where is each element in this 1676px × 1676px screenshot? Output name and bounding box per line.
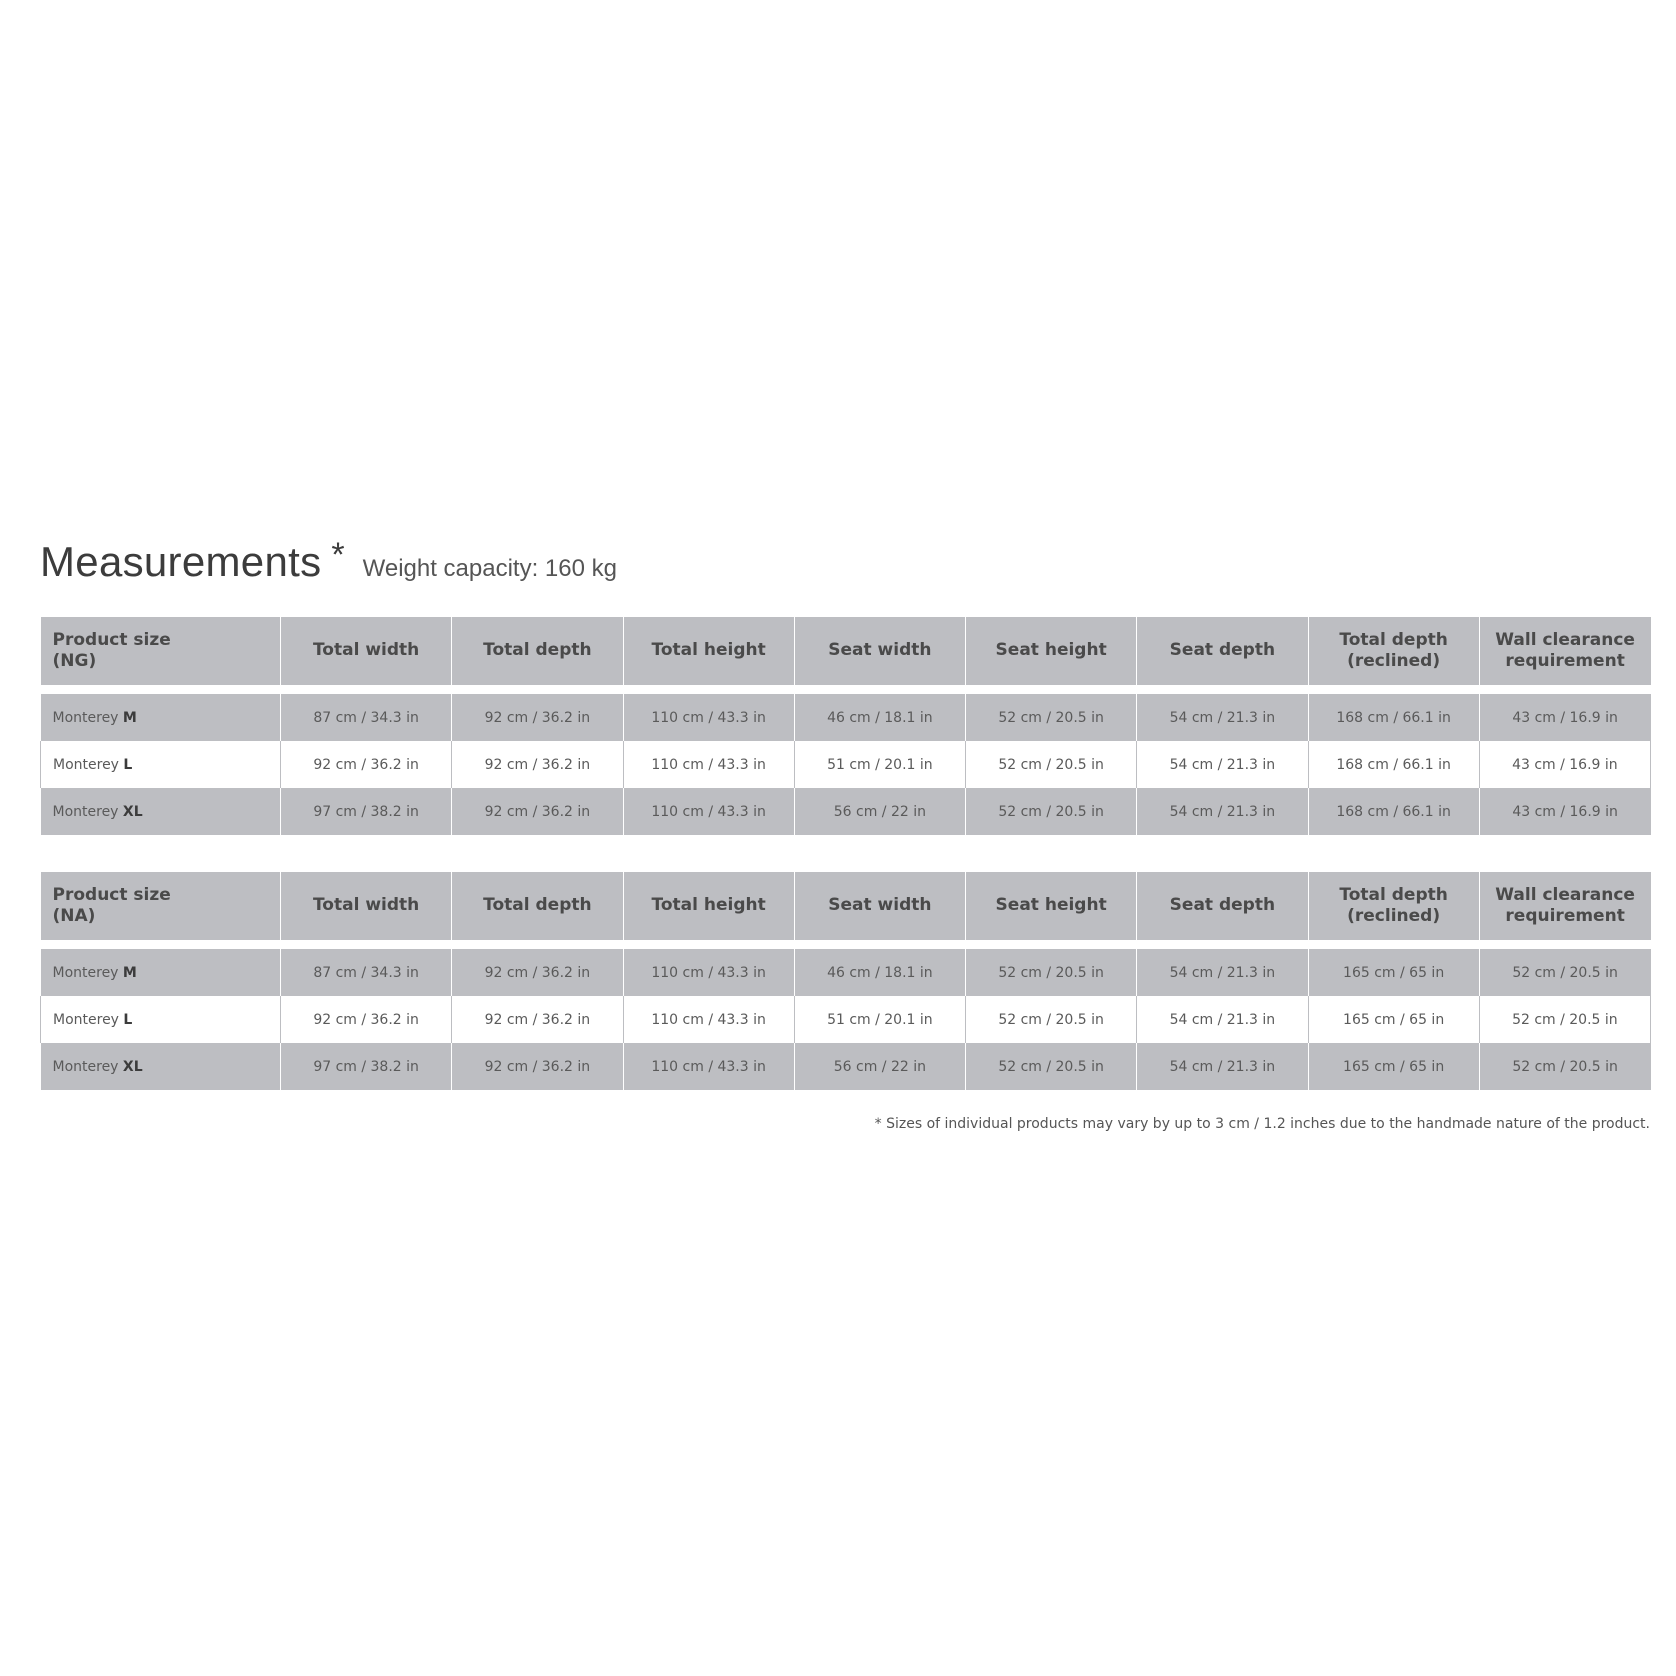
- column-header: Total depth: [452, 617, 623, 685]
- model-size: XL: [122, 1058, 143, 1075]
- column-header: Wall clearance requirement: [1479, 617, 1650, 685]
- table-row: [41, 694, 1651, 741]
- title-row: [40, 538, 617, 586]
- measurement-cell: 168 cm / 66.1 in: [1308, 741, 1479, 788]
- measurement-cell: 165 cm / 65 in: [1308, 949, 1479, 996]
- model-size: L: [123, 756, 133, 773]
- column-header: Wall clearance requirement: [1479, 872, 1650, 940]
- measurement-cell: 43 cm / 16.9 in: [1479, 741, 1650, 788]
- measurement-cell: 92 cm / 36.2 in: [452, 788, 623, 835]
- page-title: Measurements: [40, 538, 322, 585]
- column-header: Total depth: [452, 872, 623, 940]
- measurement-cell: 92 cm / 36.2 in: [452, 741, 623, 788]
- title-asterisk: *: [331, 536, 345, 574]
- measurement-cell: 97 cm / 38.2 in: [281, 788, 452, 835]
- model-size: M: [122, 709, 137, 726]
- measurement-cell: 52 cm / 20.5 in: [966, 741, 1137, 788]
- measurement-cell: 52 cm / 20.5 in: [1479, 949, 1650, 996]
- measurement-cell: 52 cm / 20.5 in: [966, 694, 1137, 741]
- column-header: Total depth (reclined): [1308, 872, 1479, 940]
- measurement-cell: 54 cm / 21.3 in: [1137, 996, 1308, 1043]
- measurements-table-na: [40, 872, 1651, 1090]
- table-row: [41, 741, 1651, 788]
- measurement-cell: 43 cm / 16.9 in: [1479, 694, 1650, 741]
- measurement-cell: 97 cm / 38.2 in: [281, 1043, 452, 1090]
- measurement-cell: 52 cm / 20.5 in: [966, 788, 1137, 835]
- measurement-cell: 165 cm / 65 in: [1308, 1043, 1479, 1090]
- model-name: Monterey: [52, 803, 119, 820]
- measurement-cell: 52 cm / 20.5 in: [966, 1043, 1137, 1090]
- measurement-cell: 52 cm / 20.5 in: [966, 996, 1137, 1043]
- spacer-row: [41, 685, 1651, 694]
- measurement-cell: 56 cm / 22 in: [794, 788, 965, 835]
- product-size-cell: [41, 788, 281, 835]
- measurement-cell: 168 cm / 66.1 in: [1308, 788, 1479, 835]
- measurement-cell: 92 cm / 36.2 in: [452, 1043, 623, 1090]
- weight-capacity: Weight capacity: 160 kg: [362, 555, 617, 582]
- measurement-cell: 92 cm / 36.2 in: [452, 996, 623, 1043]
- column-header: Total depth (reclined): [1308, 617, 1479, 685]
- table-row: [41, 996, 1651, 1043]
- measurement-cell: 87 cm / 34.3 in: [281, 949, 452, 996]
- table-row: [41, 788, 1651, 835]
- measurement-cell: 110 cm / 43.3 in: [623, 996, 794, 1043]
- product-size-cell: [41, 694, 281, 741]
- measurement-cell: 52 cm / 20.5 in: [1479, 996, 1650, 1043]
- measurement-cell: 54 cm / 21.3 in: [1137, 1043, 1308, 1090]
- model-size: M: [122, 964, 137, 981]
- column-header: Product size (NG): [41, 617, 281, 685]
- column-header: Seat height: [966, 617, 1137, 685]
- measurement-cell: 92 cm / 36.2 in: [452, 694, 623, 741]
- table-row: [41, 1043, 1651, 1090]
- model-name: Monterey: [52, 964, 119, 981]
- measurement-cell: 56 cm / 22 in: [794, 1043, 965, 1090]
- measurement-cell: 165 cm / 65 in: [1308, 996, 1479, 1043]
- measurement-cell: 51 cm / 20.1 in: [794, 996, 965, 1043]
- measurement-cell: 110 cm / 43.3 in: [623, 694, 794, 741]
- model-size: XL: [122, 803, 143, 820]
- column-header: Seat width: [794, 617, 965, 685]
- column-header: Seat width: [794, 872, 965, 940]
- measurement-cell: 92 cm / 36.2 in: [281, 741, 452, 788]
- product-size-cell: [41, 741, 281, 788]
- model-name: Monterey: [53, 756, 119, 773]
- model-size: L: [123, 1011, 133, 1028]
- product-size-cell: [41, 949, 281, 996]
- measurement-cell: 87 cm / 34.3 in: [281, 694, 452, 741]
- measurement-cell: 51 cm / 20.1 in: [794, 741, 965, 788]
- column-header: Total width: [281, 872, 452, 940]
- header-row: [41, 872, 1651, 940]
- column-header: Total width: [281, 617, 452, 685]
- measurement-cell: 110 cm / 43.3 in: [623, 788, 794, 835]
- model-name: Monterey: [52, 709, 119, 726]
- measurement-cell: 92 cm / 36.2 in: [452, 949, 623, 996]
- column-header: Total height: [623, 617, 794, 685]
- table-row: [41, 949, 1651, 996]
- measurement-cell: 110 cm / 43.3 in: [623, 1043, 794, 1090]
- model-name: Monterey: [52, 1058, 119, 1075]
- measurement-cell: 43 cm / 16.9 in: [1479, 788, 1650, 835]
- product-size-cell: [41, 1043, 281, 1090]
- measurements-table-ng: [40, 617, 1651, 835]
- column-header: Seat height: [966, 872, 1137, 940]
- column-header: Product size (NA): [41, 872, 281, 940]
- measurement-cell: 110 cm / 43.3 in: [623, 741, 794, 788]
- column-header: Total height: [623, 872, 794, 940]
- footnote: * Sizes of individual products may vary by up to 3 cm / 1.2 inches due to the handmade nature of the product.: [874, 1116, 1650, 1132]
- product-size-cell: [41, 996, 281, 1043]
- measurement-cell: 54 cm / 21.3 in: [1137, 949, 1308, 996]
- measurement-cell: 110 cm / 43.3 in: [623, 949, 794, 996]
- measurement-cell: 46 cm / 18.1 in: [794, 949, 965, 996]
- spacer-row: [41, 940, 1651, 949]
- measurement-cell: 92 cm / 36.2 in: [281, 996, 452, 1043]
- measurement-cell: 168 cm / 66.1 in: [1308, 694, 1479, 741]
- measurement-cell: 54 cm / 21.3 in: [1137, 694, 1308, 741]
- measurement-cell: 52 cm / 20.5 in: [1479, 1043, 1650, 1090]
- column-header: Seat depth: [1137, 872, 1308, 940]
- header-row: [41, 617, 1651, 685]
- column-header: Seat depth: [1137, 617, 1308, 685]
- measurement-cell: 52 cm / 20.5 in: [966, 949, 1137, 996]
- measurement-cell: 46 cm / 18.1 in: [794, 694, 965, 741]
- measurement-cell: 54 cm / 21.3 in: [1137, 788, 1308, 835]
- measurement-cell: 54 cm / 21.3 in: [1137, 741, 1308, 788]
- model-name: Monterey: [53, 1011, 119, 1028]
